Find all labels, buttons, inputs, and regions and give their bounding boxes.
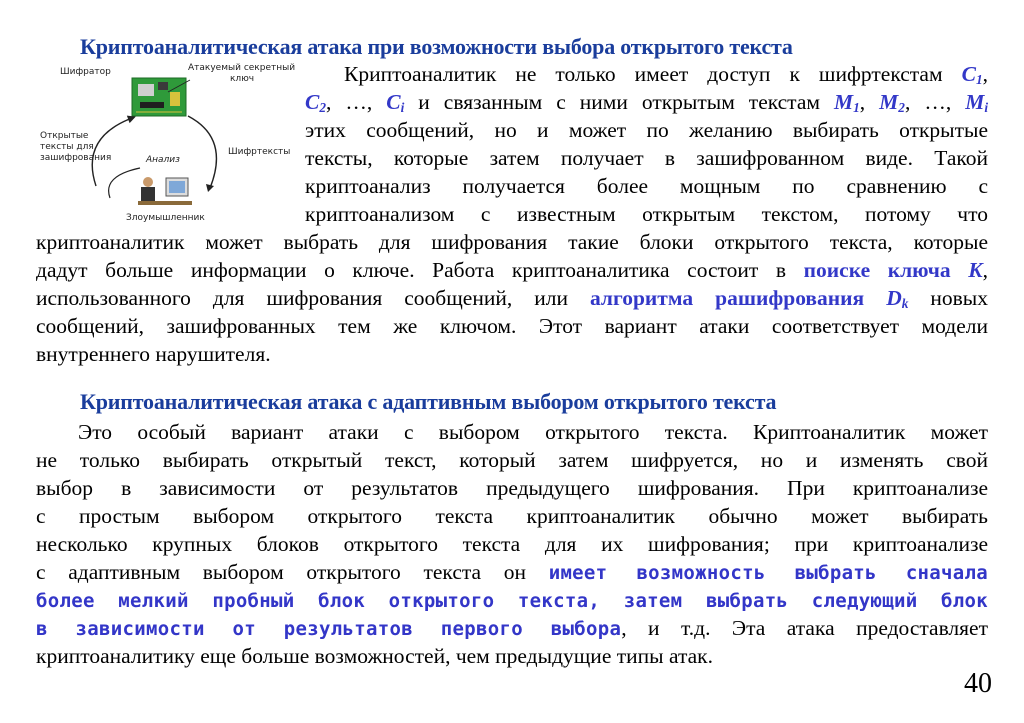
p1-line-11: внутреннего нарушителя. xyxy=(36,342,271,366)
p1-line-10: сообщений, зашифрованных тем же ключом. Этот вариант атаки соответствует модели xyxy=(36,314,988,338)
diagram-label-attacker: Злоумышленник xyxy=(126,213,205,223)
diagram-label-plaintexts-3: зашифрования xyxy=(40,153,112,163)
p1-line-9: использованного для шифрования сообщений, или алгоритма рашифрования $D_k$ новых xyxy=(36,286,988,311)
p1-line-7: криптоаналитик может выбрать для шифрования такие блоки открытого текста, которые xyxy=(36,230,988,254)
p2-line-1: Это особый вариант атаки с выбором открытого текста. Криптоаналитик может xyxy=(78,420,988,444)
p1-line-3: этих сообщений, но и может по желанию выбирать открытые xyxy=(305,118,988,142)
diagram-label-key-1: Атакуемый секретный xyxy=(188,63,296,73)
p1-line-2: $C_2$, …, $C_i$ и связанным с ними открытым текстам $M_1$, $M_2$, …, $M_i$ xyxy=(305,90,989,115)
diagram-label-encryptor: Шифратор xyxy=(60,67,111,77)
p1-line-4: тексты, которые затем получает в зашифрованном виде. Такой xyxy=(305,146,988,170)
diagram-label-analysis: Анализ xyxy=(146,155,180,165)
attacker-icon xyxy=(138,177,192,205)
p2-line-5: несколько крупных блоков открытого текста для их шифрования; при криптоанализе xyxy=(36,532,988,556)
p2-line-3: выбор в зависимости от результатов предыдущего шифрования. При криптоанализе xyxy=(36,476,988,500)
p2-line-4: с простым выбором открытого текста криптоаналитик обычно может выбирать xyxy=(36,504,988,528)
p2-line-2: не только выбирать открытый текст, который затем шифруется, но и изменять свой xyxy=(36,448,988,472)
page-number: 40 xyxy=(964,668,992,699)
p1-line-6: криптоанализом с известным открытым текстом, потому что xyxy=(305,202,988,226)
diagram-label-ciphertexts: Шифртексты xyxy=(228,147,291,157)
section-title-chosen-plaintext: Криптоаналитическая атака при возможности выбора открытого текста xyxy=(80,34,793,59)
p1-line-8: дадут больше информации о ключе. Работа криптоаналитика состоит в поиске ключа K, xyxy=(36,258,988,282)
diagram-label-plaintexts-1: Открытые xyxy=(40,131,89,141)
p2-line-7: более мелкий пробный блок открытого текста, затем выбрать следующий блок xyxy=(36,590,988,612)
section-title-adaptive: Криптоаналитическая атака с адаптивным выбором открытого текста xyxy=(80,389,777,414)
diagram-label-plaintexts-2: тексты для xyxy=(40,142,94,152)
p2-line-8: в зависимости от результатов первого выбора, и т.д. Эта атака предоставляет xyxy=(36,616,988,640)
p1-line-1: Криптоаналитик не только имеет доступ к шифртекстам $C_1$, xyxy=(344,62,988,87)
diagram-label-key-2: ключ xyxy=(230,74,255,84)
p1-line-5: криптоанализ получается более мощным по сравнению с xyxy=(305,174,988,198)
p2-line-6: с адаптивным выбором открытого текста он имеет возможность выбрать сначала xyxy=(36,560,988,584)
attack-diagram xyxy=(40,58,300,233)
circuit-board-icon xyxy=(132,78,186,116)
p2-line-9: криптоаналитику еще больше возможностей, чем предыдущие типы атак. xyxy=(36,644,713,668)
